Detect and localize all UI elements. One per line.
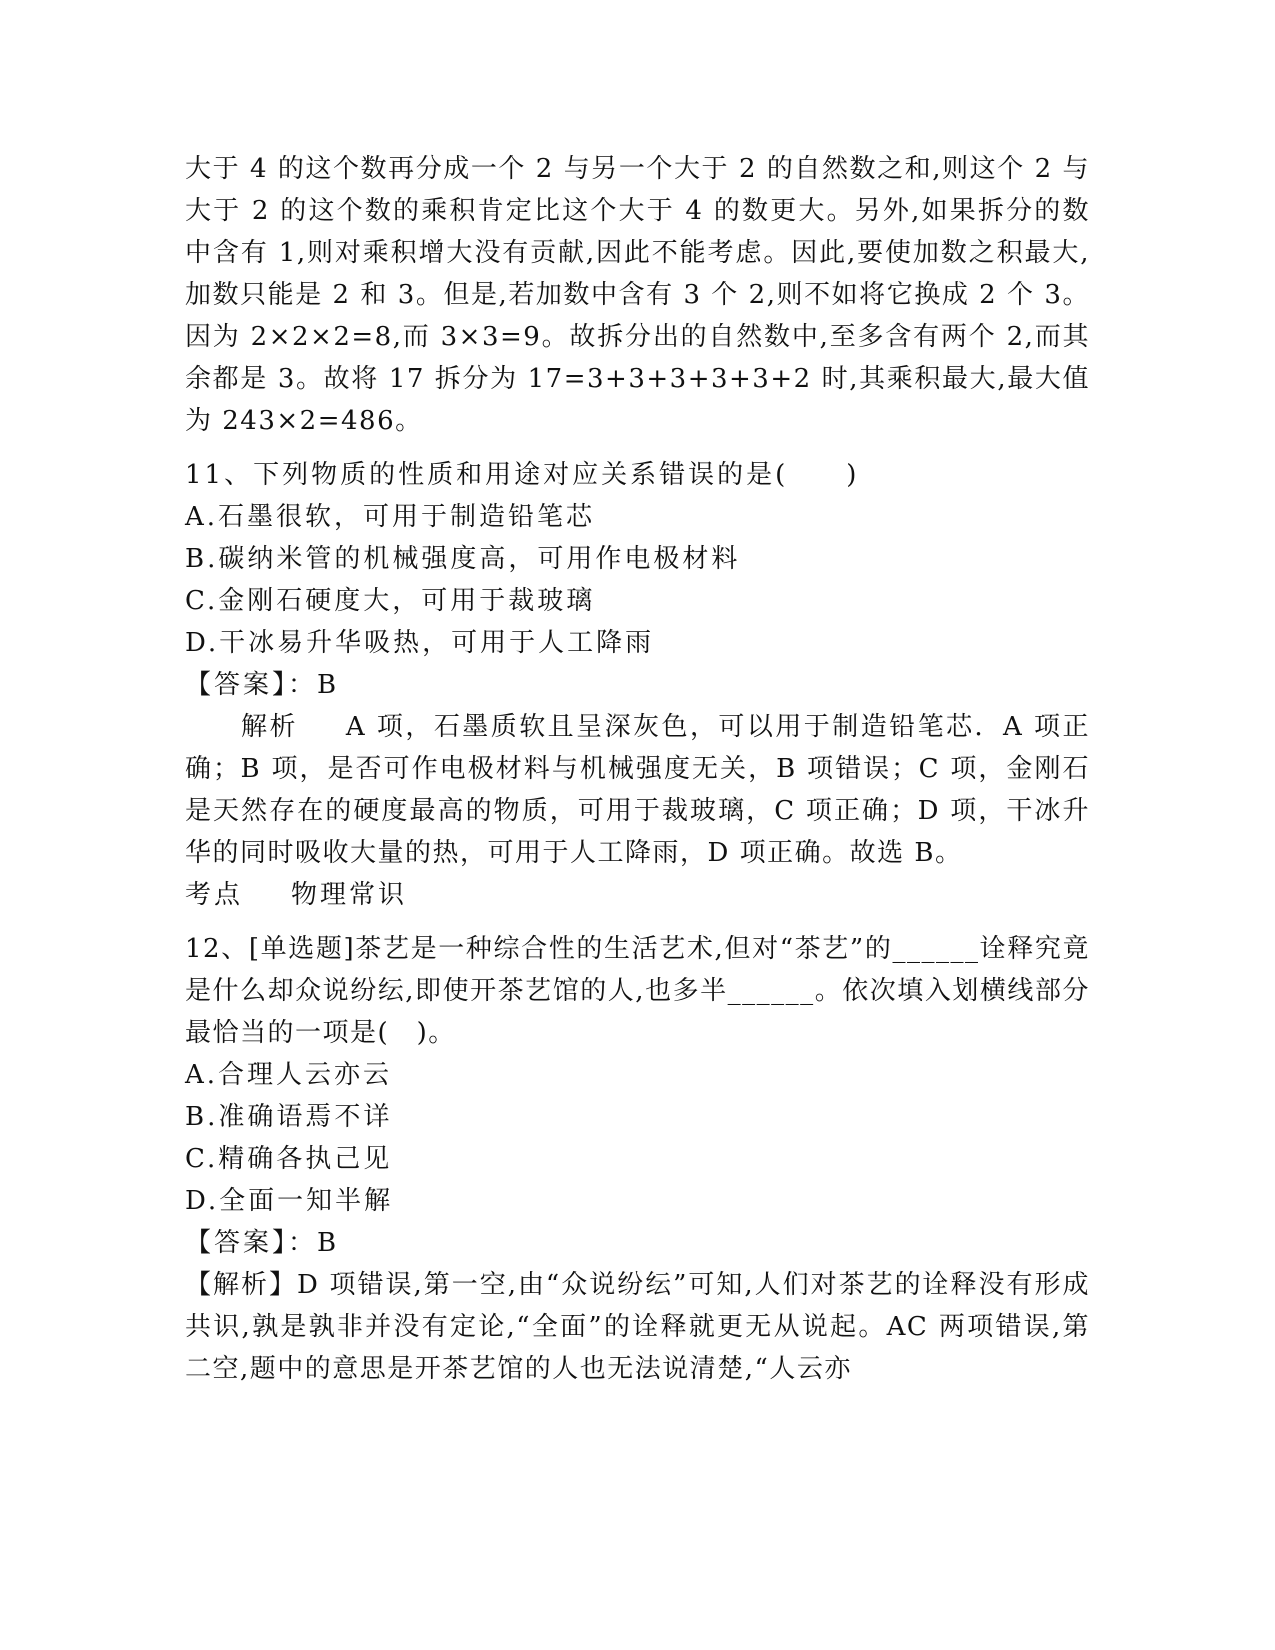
question-12-answer: 【答案】：B xyxy=(185,1228,340,1258)
question-11-option-d: D.干冰易升华吸热，可用于人工降雨 xyxy=(185,628,655,658)
question-11-analysis-text: A 项，石墨质软且呈深灰色，可以用于制造铅笔芯．A 项正确；B 项，是否可作电极材料与机械强度无关，B 项错误；C 项，金刚石是天然存在的硬度最高的物质，可用于裁玻璃，C 项正确；D 项，干冰升华的同时吸收大量的热，可用于人工降雨，D 项正确。故选 B。 xyxy=(185,712,1090,868)
question-11 xyxy=(185,454,1090,916)
spacer xyxy=(185,442,1090,454)
intro-paragraph: 大于 4 的这个数再分成一个 2 与另一个大于 2 的自然数之和,则这个 2 与大于 2 的这个数的乘积肯定比这个大于 4 的数更大。另外,如果拆分的数中含有 1,则对乘积增大没有贡献,因此不能考虑。因此,要使加数之积最大,加数只能是 2 和 3。但是,若加数中含有 3 个 2,则不如将它换成 2 个 3。因为 2×2×2=8,而 3×3=9。故拆分出的自然数中,至多含有两个 2,而其余都是 3。故将 17 拆分为 17=3+3+3+3+3+2 时,其乘积最大,最大值为 243×2=486。 xyxy=(185,154,1090,436)
question-11-option-b: B.碳纳米管的机械强度高，可用作电极材料 xyxy=(185,544,741,574)
question-12-stem: 12、[单选题]茶艺是一种综合性的生活艺术,但对“茶艺”的______诠释究竟是什么却众说纷纭,即使开茶艺馆的人,也多半______。依次填入划横线部分最恰当的一项是( )。 xyxy=(185,934,1090,1048)
question-11-kaodian xyxy=(185,874,1090,916)
question-12-option-b: B.准确语焉不详 xyxy=(185,1102,393,1132)
question-12-option-c: C.精确各执己见 xyxy=(185,1144,393,1174)
question-11-option-a: A.石墨很软，可用于制造铅笔芯 xyxy=(185,502,596,532)
question-12 xyxy=(185,928,1090,1390)
question-11-stem: 11、下列物质的性质和用途对应关系错误的是( ) xyxy=(185,460,860,490)
question-11-analysis xyxy=(185,706,1090,874)
document-page xyxy=(185,148,1090,1390)
spacer xyxy=(185,916,1090,928)
question-11-analysis-label: 解析 xyxy=(241,712,298,742)
question-12-option-a: A.合理人云亦云 xyxy=(185,1060,393,1090)
question-11-answer: 【答案】：B xyxy=(185,670,340,700)
question-11-kaodian-label: 考点 xyxy=(185,880,244,910)
question-12-option-d: D.全面一知半解 xyxy=(185,1186,394,1216)
question-12-analysis: 【解析】D 项错误,第一空,由“众说纷纭”可知,人们对茶艺的诠释没有形成共识,孰是孰非并没有定论,“全面”的诠释就更无从说起。AC 两项错误,第二空,题中的意思是开茶艺馆的人也无法说清楚,“人云亦 xyxy=(185,1270,1090,1384)
question-11-kaodian-text: 物理常识 xyxy=(291,880,408,910)
question-11-option-c: C.金刚石硬度大，可用于裁玻璃 xyxy=(185,586,596,616)
